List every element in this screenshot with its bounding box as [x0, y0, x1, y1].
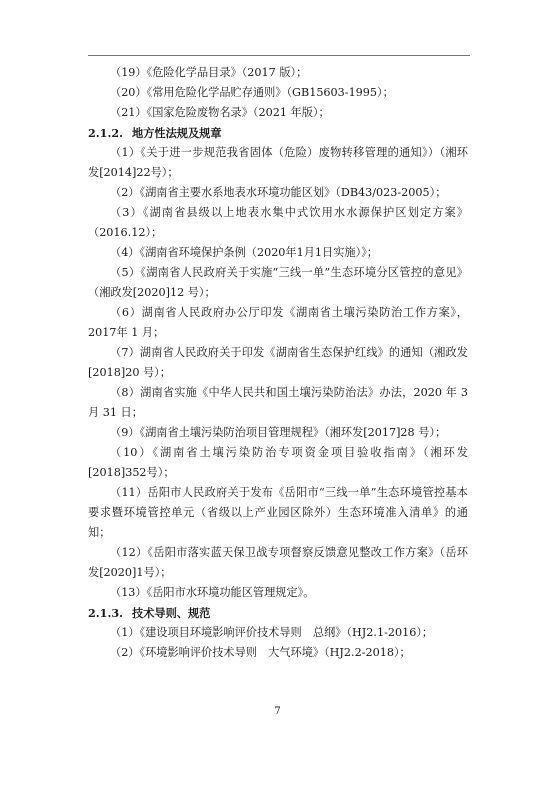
list-item: （6）湖南省人民政府办公厅印发《湖南省土壤污染防治工作方案》，2017年 1 月；: [88, 306, 468, 339]
list-item: （2）《湖南省主要水系地表水环境功能区划》（DB43/023-2005）；: [110, 186, 447, 199]
list-item: （2）《环境影响评价技术导则 大气环境》（HJ2.2-2018）；: [110, 646, 411, 659]
list-item: （12）《岳阳市落实蓝天保卫战专项督察反馈意见整改工作方案》（岳环发[2020]1号）；: [88, 546, 468, 579]
list-item: （7）湖南省人民政府关于印发《湖南省生态保护红线》的通知（湘政发[2018]20 号）；: [88, 346, 468, 379]
list-item: （20）《常用危险化学品贮存通则》（GB15603-1995）；: [110, 86, 394, 99]
list-item: （1）《关于进一步规范我省固体（危险）废物转移管理的通知》）（湘环发[2014]22号）；: [88, 146, 468, 179]
list-item: （5）《湖南省人民政府关于实施“三线一单”生态环境分区管控的意见》（湘政发[2020]12 号）；: [88, 266, 468, 299]
document-body: [88, 63, 468, 663]
list-item: （19）《危险化学品目录》（2017 版）；: [110, 66, 308, 79]
section-heading-2-1-3: [88, 603, 468, 623]
list-item: （9）《湖南省土壤污染防治项目管理规程》（湘环发[2017]28 号）；: [110, 426, 447, 439]
section-number: 2.1.3.: [88, 606, 124, 620]
section-heading-2-1-2: [88, 123, 468, 143]
header-rule: [88, 55, 470, 56]
section-title: 地方性法规及规章: [132, 126, 222, 140]
list-item: （21）《国家危险废物名录》（2021 年版）；: [110, 106, 330, 119]
section-title: 技术导则、规范: [132, 606, 211, 620]
list-item: （11）岳阳市人民政府关于发布《岳阳市“三线一单”生态环境管控基本要求暨环境管控单元（省级以上产业园区除外）生态环境准入清单》的通知；: [88, 486, 468, 539]
section-number: 2.1.2.: [88, 126, 124, 140]
list-item: （3）《湖南省县级以上地表水集中式饮用水水源保护区划定方案》（2016.12）；: [88, 206, 468, 239]
list-item: （4）《湖南省环境保护条例（2020年1月1日实施）》；: [110, 246, 378, 259]
list-item: （1）《建设项目环境影响评价技术导则 总纲》（HJ2.1-2016）；: [110, 626, 434, 639]
list-item: （8）湖南省实施《中华人民共和国土壤污染防治法》办法，2020 年 3 月 31 日；: [88, 386, 468, 419]
list-item: （13）《岳阳市水环境功能区管理规定》。: [110, 586, 315, 599]
page-number: 7: [274, 706, 281, 717]
list-item: （10）《湖南省土壤污染防治专项资金项目验收指南》（湘环发[2018]352号）；: [88, 446, 468, 479]
